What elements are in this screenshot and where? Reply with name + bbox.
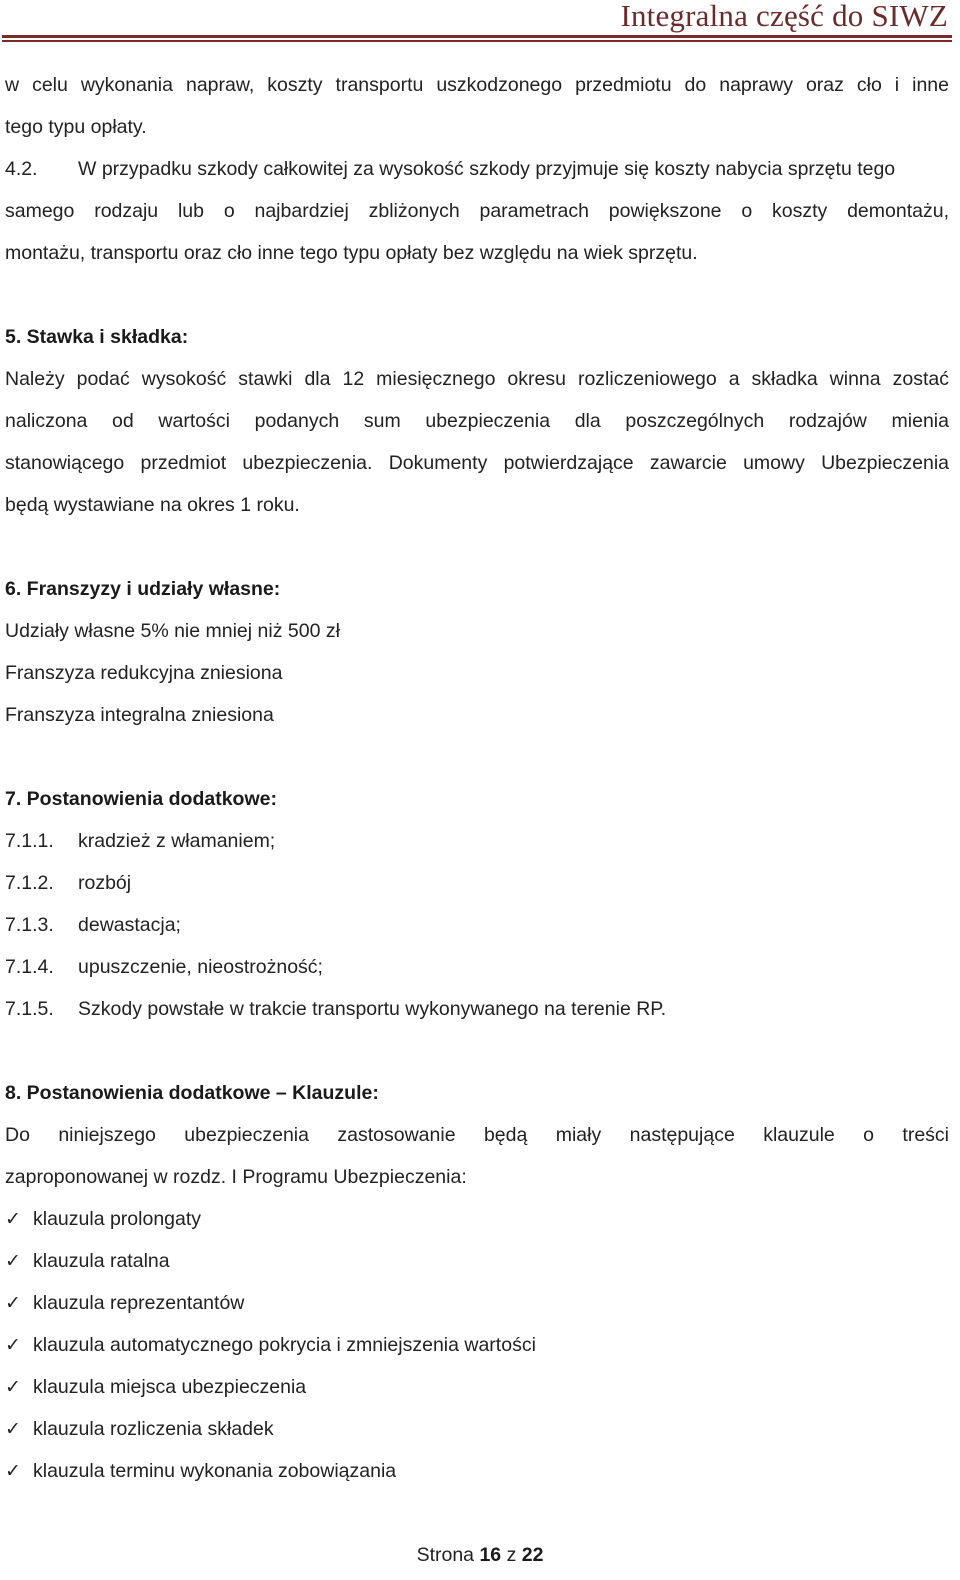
section-5-heading: 5. Stawka i składka: [5, 326, 189, 348]
checkmark-icon: ✓ [5, 1376, 21, 1398]
section-5-line: stanowiącego przedmiot ubezpieczenia. Dokumenty potwierdzające zawarcie umowy Ubezpieczenia [5, 452, 949, 474]
clause-list-item [5, 1376, 949, 1399]
header-rule [2, 35, 952, 38]
list-item [5, 872, 949, 895]
intro-line: tego typu opłaty. [5, 116, 147, 138]
clause-list-item [5, 1334, 949, 1357]
clause-list-item [5, 1460, 949, 1483]
section-6-line: Udziały własne 5% nie mniej niż 500 zł [5, 620, 340, 642]
section-6-line: Franszyza redukcyjna zniesiona [5, 662, 283, 684]
item-text: upuszczenie, nieostrożność; [78, 956, 323, 978]
checkmark-icon: ✓ [5, 1418, 21, 1440]
clause-label: klauzula ratalna [33, 1250, 170, 1272]
item-number: 7.1.5. [5, 998, 54, 1020]
clause-label: klauzula miejsca ubezpieczenia [33, 1376, 307, 1398]
section-8-line: zaproponowanej w rozdz. I Programu Ubezpieczenia: [5, 1166, 467, 1188]
section-5-line: naliczona od wartości podanych sum ubezpieczenia dla poszczególnych rodzajów mienia [5, 410, 949, 432]
checkmark-icon: ✓ [5, 1250, 21, 1272]
total-page-count: 22 [521, 1544, 544, 1566]
item-text: rozbój [78, 872, 132, 894]
list-item [5, 956, 949, 979]
section-6-heading: 6. Franszyzy i udziały własne: [5, 578, 281, 600]
checkmark-icon: ✓ [5, 1292, 21, 1314]
clause-text: W przypadku szkody całkowitej za wysokość szkody przyjmuje się koszty nabycia sprzętu tego [78, 158, 896, 180]
checkmark-icon: ✓ [5, 1208, 21, 1230]
section-8-line: Do niniejszego ubezpieczenia zastosowanie będą miały następujące klauzule o treści [5, 1124, 949, 1146]
clause-label: klauzula reprezentantów [33, 1292, 245, 1314]
header-rule-secondary [2, 40, 952, 42]
item-number: 7.1.4. [5, 956, 54, 978]
clause-label: klauzula automatycznego pokrycia i zmniejszenia wartości [33, 1334, 536, 1356]
clause-4-2-line: montażu, transportu oraz cło inne tego typu opłaty bez względu na wiek sprzętu. [5, 242, 698, 264]
section-8-heading: 8. Postanowienia dodatkowe – Klauzule: [5, 1082, 379, 1104]
item-text: kradzież z włamaniem; [78, 830, 276, 852]
clause-4-2-line: samego rodzaju lub o najbardziej zbliżonych parametrach powiększone o koszty demontażu, [5, 200, 949, 222]
clause-label: klauzula rozliczenia składek [33, 1418, 274, 1440]
list-item [5, 998, 949, 1021]
current-page-number: 16 [479, 1544, 502, 1566]
item-number: 7.1.3. [5, 914, 54, 936]
clause-number: 4.2. [5, 158, 38, 180]
item-number: 7.1.2. [5, 872, 54, 894]
section-5-line: Należy podać wysokość stawki dla 12 miesięcznego okresu rozliczeniowego a składka winna zostać [5, 368, 949, 390]
clause-label: klauzula terminu wykonania zobowiązania [33, 1460, 397, 1482]
header-title: Integralna część do SIWZ [620, 0, 948, 33]
list-item [5, 830, 949, 853]
clause-list-item [5, 1208, 949, 1231]
clause-4-2-first-line [5, 158, 949, 181]
footer-prefix: Strona [416, 1544, 475, 1566]
checkmark-icon: ✓ [5, 1334, 21, 1356]
section-5-line: będą wystawiane na okres 1 roku. [5, 494, 300, 516]
footer-separator: z [506, 1544, 517, 1566]
intro-line: w celu wykonania napraw, koszty transportu uszkodzonego przedmiotu do naprawy oraz cło i inne [5, 74, 949, 96]
section-6-line: Franszyza integralna zniesiona [5, 704, 274, 726]
item-text: Szkody powstałe w trakcie transportu wykonywanego na terenie RP. [78, 998, 667, 1020]
item-text: dewastacja; [78, 914, 181, 936]
checkmark-icon: ✓ [5, 1460, 21, 1482]
clause-list-item [5, 1418, 949, 1441]
clause-list-item [5, 1292, 949, 1315]
item-number: 7.1.1. [5, 830, 54, 852]
clause-label: klauzula prolongaty [33, 1208, 202, 1230]
page-footer [0, 1544, 960, 1567]
clause-list-item [5, 1250, 949, 1273]
section-7-heading: 7. Postanowienia dodatkowe: [5, 788, 277, 810]
list-item [5, 914, 949, 937]
